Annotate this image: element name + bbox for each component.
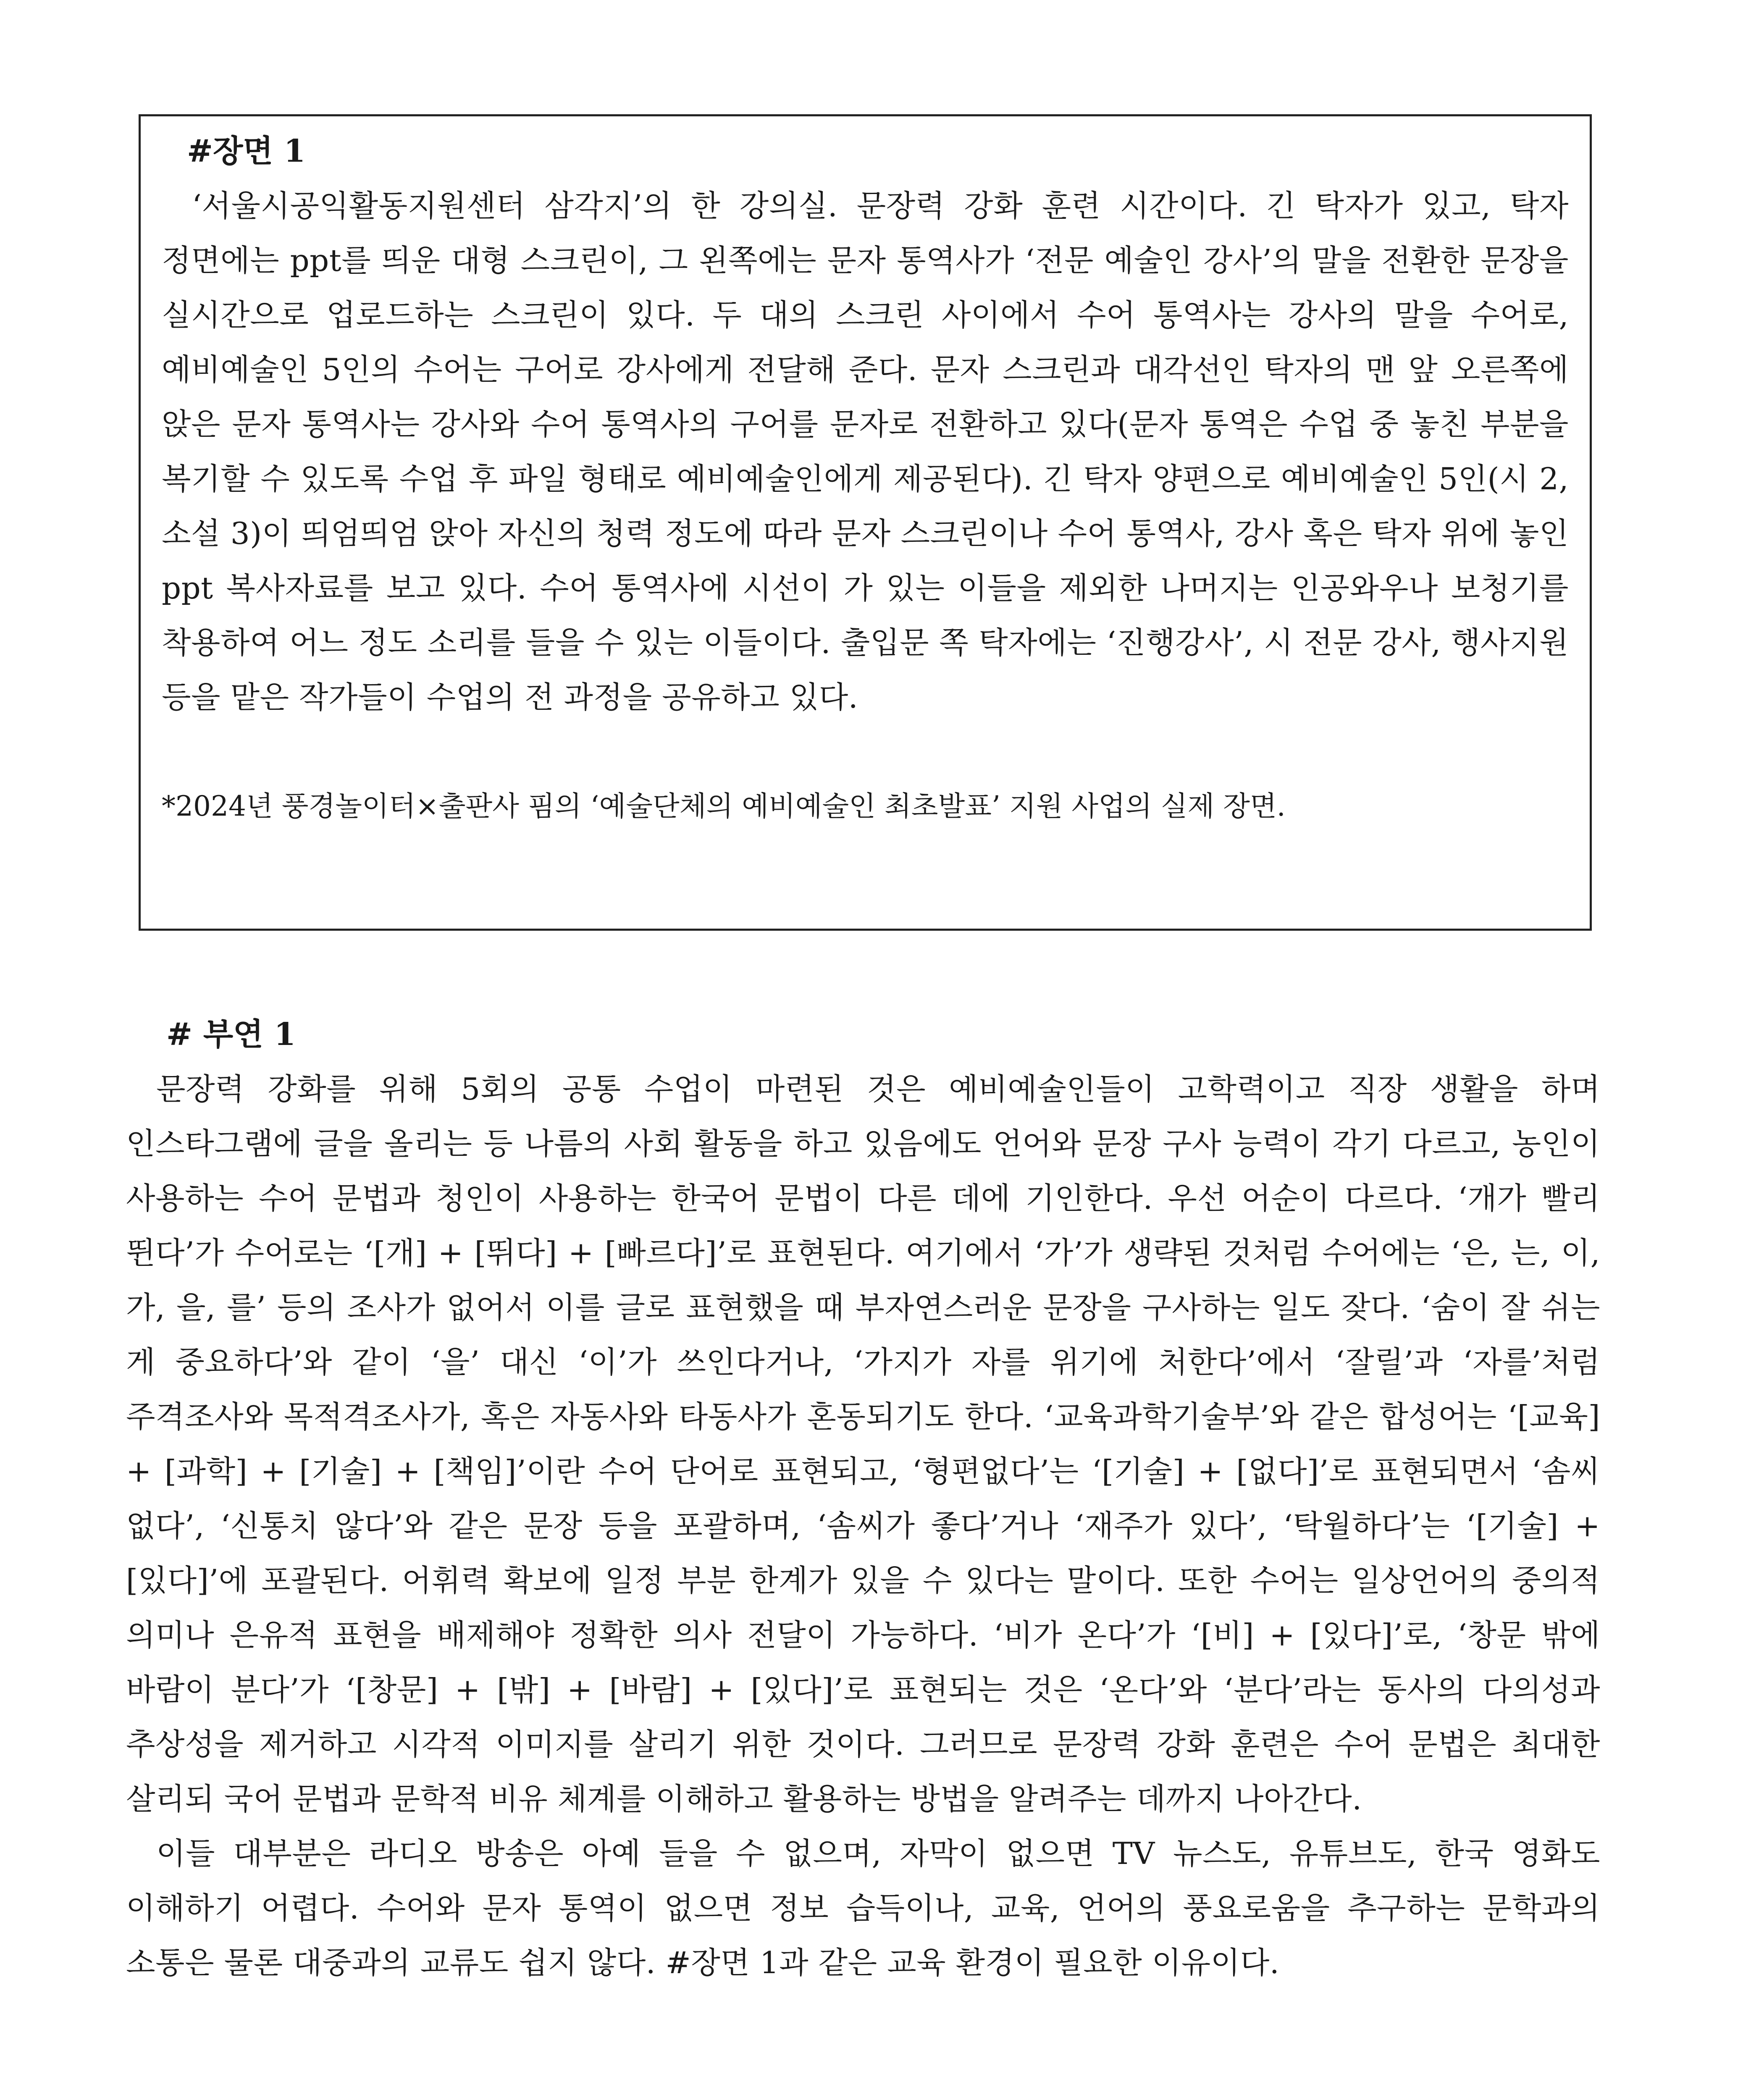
appendix-paragraph-1: 문장력 강화를 위해 5회의 공통 수업이 마련된 것은 예비예술인들이 고학력이고 직장 생활을 하며 인스타그램에 글을 올리는 등 나름의 사회 활동을 하고 있음에도 언어와 문장 구사 능력이 각기 다르고, 농인이 사용하는 수어 문법과 청인이 사용하는 한국어 문법이 다른 데에 기인한다. 우선 어순이 다르다. ‘개가 빨리 뛴다’가 수어로는 ‘[개] + [뛰다] + [빠르다]’로 표현된다. 여기에서 ‘가’가 생략된 것처럼 수어에는 ‘은, 는, 이, 가, 을, 를’ 등의 조사가 없어서 이를 글로 표현했을 때 부자연스러운 문장을 구사하는 일도 잦다. ‘숨이 잘 쉬는 게 중요하다’와 같이 ‘을’ 대신 ‘이’가 쓰인다거나, ‘가지가 자를 위기에 처한다’에서 ‘잘릴’과 ‘자를’처럼 주격조사와 목적격조사가, 혹은 자동사와 타동사가 혼동되기도 한다. ‘교육과학기술부’와 같은 합성어는 ‘[교육] + [과학] + [기술] + [책임]’이란 수어 단어로 표현되고, ‘형편없다’는 ‘[기술] + [없다]’로 표현되면서 ‘솜씨 없다’, ‘신통치 않다’와 같은 문장 등을 포괄하며, ‘솜씨가 좋다’거나 ‘재주가 있다’, ‘탁월하다’는 ‘[기술] + [있다]’에 포괄된다. 어휘력 확보에 일정 부분 한계가 있을 수 있다는 말이다. 또한 수어는 일상언어의 중의적 의미나 은유적 표현을 배제해야 정확한 의사 전달이 가능하다. ‘비가 온다’가 ‘[비] + [있다]’로, ‘창문 밖에 바람이 분다’가 ‘[창문] + [밖] + [바람] + [있다]’로 표현되는 것은 ‘온다’와 ‘분다’라는 동사의 다의성과 추상성을 제거하고 시각적 이미지를 살리기 위한 것이다. 그러므로 문장력 강화 훈련은 수어 문법은 최대한 살리되 국어 문법과 문학적 비유 체계를 이해하고 활용하는 방법을 알려주는 데까지 나아간다.: [126, 1071, 1600, 1816]
scene-heading: #장면 1: [187, 133, 306, 169]
scene-box: [139, 114, 1592, 931]
appendix-paragraph-2: 이들 대부분은 라디오 방송은 아예 들을 수 없으며, 자막이 없으면 TV 뉴스도, 유튜브도, 한국 영화도 이해하기 어렵다. 수어와 문자 통역이 없으면 정보 습득이나, 교육, 언어의 풍요로움을 추구하는 문학과의 소통은 물론 대중과의 교류도 쉽지 않다. #장면 1과 같은 교육 환경이 필요한 이유이다.: [126, 1836, 1600, 1980]
scene-note: *2024년 풍경놀이터×출판사 핌의 ‘예술단체의 예비예술인 최초발표’ 지원 사업의 실제 장면.: [162, 790, 1286, 822]
scene-paragraph: ‘서울시공익활동지원센터 삼각지’의 한 강의실. 문장력 강화 훈련 시간이다. 긴 탁자가 있고, 탁자 정면에는 ppt를 띄운 대형 스크린이, 그 왼쪽에는 문자 통역사가 ‘전문 예술인 강사’의 말을 전환한 문장을 실시간으로 업로드하는 스크린이 있다. 두 대의 스크린 사이에서 수어 통역사는 강사의 말을 수어로, 예비예술인 5인의 수어는 구어로 강사에게 전달해 준다. 문자 스크린과 대각선인 탁자의 맨 앞 오른쪽에 앉은 문자 통역사는 강사와 수어 통역사의 구어를 문자로 전환하고 있다(문자 통역은 수업 중 놓친 부분을 복기할 수 있도록 수업 후 파일 형태로 예비예술인에게 제공된다). 긴 탁자 양편으로 예비예술인 5인(시 2, 소설 3)이 띄엄띄엄 앉아 자신의 청력 정도에 따라 문자 스크린이나 수어 통역사, 강사 혹은 탁자 위에 놓인 ppt 복사자료를 보고 있다. 수어 통역사에 시선이 가 있는 이들을 제외한 나머지는 인공와우나 보청기를 착용하여 어느 정도 소리를 들을 수 있는 이들이다. 출입문 쪽 탁자에는 ‘진행강사’, 시 전문 강사, 행사지원 등을 맡은 작가들이 수업의 전 과정을 공유하고 있다.: [162, 188, 1569, 715]
appendix-heading: # 부연 1: [166, 1016, 296, 1053]
appendix-section: [126, 1007, 1600, 1990]
